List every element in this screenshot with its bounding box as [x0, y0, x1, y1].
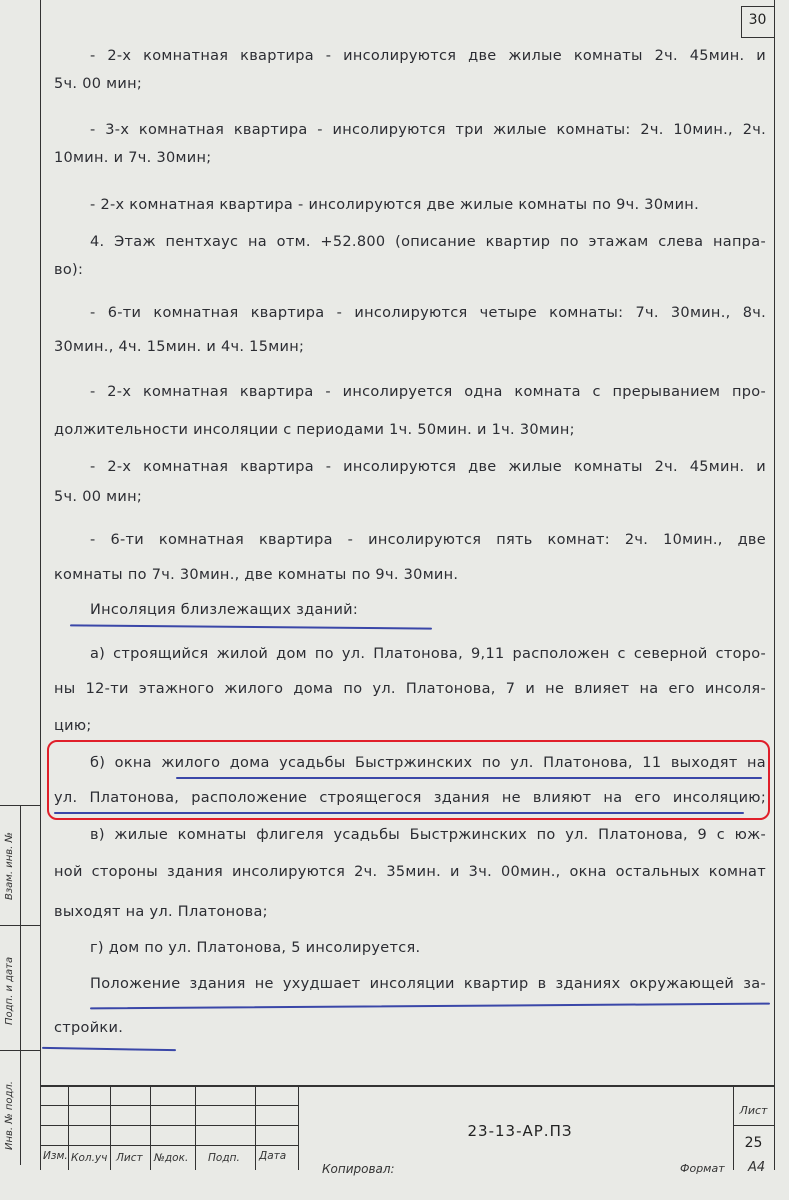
stamp-row-1: [40, 1105, 298, 1106]
text-line: а) строящийся жилой дом по ул. Платонова, 9,11 расположен с северной сторо-: [90, 646, 766, 662]
text-line: б) окна жилого дома усадьбы Быстржинских по ул. Платонова, 11 выходят на: [90, 755, 766, 771]
text-line: - 3-х комнатная квартира - инсолируются три жилые комнаты: 2ч. 10мин., 2ч.: [90, 122, 766, 138]
side-strip-divider: [20, 805, 21, 1165]
text-line: - 2-х комнатная квартира - инсолируется одна комната с прерыванием про-: [90, 384, 766, 400]
stamp-col-data: Дата: [259, 1150, 287, 1162]
page-number: 30: [748, 12, 767, 28]
text-line: ны 12-ти этажного жилого дома по ул. Платонова, 7 и не влияет на его инсоля-: [54, 681, 766, 697]
highlight-box: [47, 740, 770, 820]
text-line: - 2-х комнатная квартира - инсолируются две жилые комнаты 2ч. 45мин. и: [90, 48, 766, 64]
format-value: А4: [748, 1160, 766, 1175]
underline-conclusion-line2: [42, 1047, 176, 1051]
format-label: Формат: [680, 1162, 725, 1175]
stamp-row-3: [40, 1145, 298, 1146]
text-line: выходят на ул. Платонова;: [54, 904, 268, 920]
sheet-number: 25: [744, 1135, 763, 1151]
side-strip-line-1: [0, 805, 40, 806]
text-line: - 6-ти комнатная квартира - инсолируются четыре комнаты: 7ч. 30мин., 8ч.: [90, 305, 766, 321]
stamp-col-kol: Кол.уч: [71, 1152, 108, 1164]
text-line: в) жилые комнаты флигеля усадьбы Быстржинских по ул. Платонова, 9 с юж-: [90, 827, 766, 843]
document-code: 23-13-АР.ПЗ: [467, 1122, 573, 1140]
side-strip-line-2: [0, 925, 40, 926]
text-line: 5ч. 00 мин;: [54, 76, 143, 92]
stamp-row-2: [40, 1125, 298, 1126]
stamp-col-3: [150, 1085, 151, 1170]
text-line: - 2-х комнатная квартира - инсолируются две жилые комнаты 2ч. 45мин. и: [90, 459, 766, 475]
frame-left-border: [40, 0, 41, 1170]
stamp-col-izm: Изм.: [43, 1150, 68, 1162]
text-line: Положение здания не ухудшает инсоляции квартир в зданиях окружающей за-: [90, 976, 766, 992]
text-line: цию;: [54, 718, 92, 734]
underline-heading: [70, 624, 432, 629]
text-line: 30мин., 4ч. 15мин. и 4ч. 15мин;: [54, 339, 305, 355]
text-line: г) дом по ул. Платонова, 5 инсолируется.: [90, 940, 421, 956]
text-line: 10мин. и 7ч. 30мин;: [54, 150, 212, 166]
text-line: ной стороны здания инсолируются 2ч. 35мин. и 3ч. 00мин., окна остальных комнат: [54, 864, 766, 880]
stamp-col-2: [110, 1085, 111, 1170]
text-line: - 2-х комнатная квартира - инсолируются две жилые комнаты по 9ч. 30мин.: [90, 197, 699, 213]
text-line: 4. Этаж пентхаус на отм. +52.800 (описание квартир по этажам слева напра-: [90, 234, 766, 250]
text-line: Инсоляция близлежащих зданий:: [90, 602, 359, 618]
text-line: должительности инсоляции с периодами 1ч. 50мин. и 1ч. 30мин;: [54, 422, 575, 438]
stamp-col-podp: Подп.: [208, 1152, 240, 1164]
text-line: во):: [54, 262, 84, 278]
text-line: 5ч. 00 мин;: [54, 489, 143, 505]
text-line: - 6-ти комнатная квартира - инсолируются пять комнат: 2ч. 10мин., две: [90, 532, 766, 548]
stamp-col-6: [298, 1085, 299, 1170]
text-line: комнаты по 7ч. 30мин., две комнаты по 9ч. 30мин.: [54, 567, 459, 583]
frame-right-border: [774, 0, 775, 1170]
underline-conclusion-line1: [90, 1003, 770, 1010]
stamp-col-1: [68, 1085, 69, 1170]
copied-label: Копировал:: [322, 1162, 395, 1176]
stamp-col-5: [255, 1085, 256, 1170]
side-strip-line-3: [0, 1050, 40, 1051]
text-line: ул. Платонова, расположение строящегося здания не влияют на его инсоляцию;: [54, 790, 766, 806]
stamp-col-list: Лист: [116, 1152, 143, 1164]
stamp-col-ndok: №док.: [154, 1152, 189, 1164]
stamp-col-4: [195, 1085, 196, 1170]
side-label-inv: Инв. № подл.: [4, 1081, 15, 1150]
side-label-podp: Подп. и дата: [4, 956, 15, 1025]
side-label-vzam: Взам. инв. №: [4, 832, 15, 900]
sheet-label: Лист: [739, 1104, 768, 1117]
text-line: стройки.: [54, 1020, 124, 1036]
